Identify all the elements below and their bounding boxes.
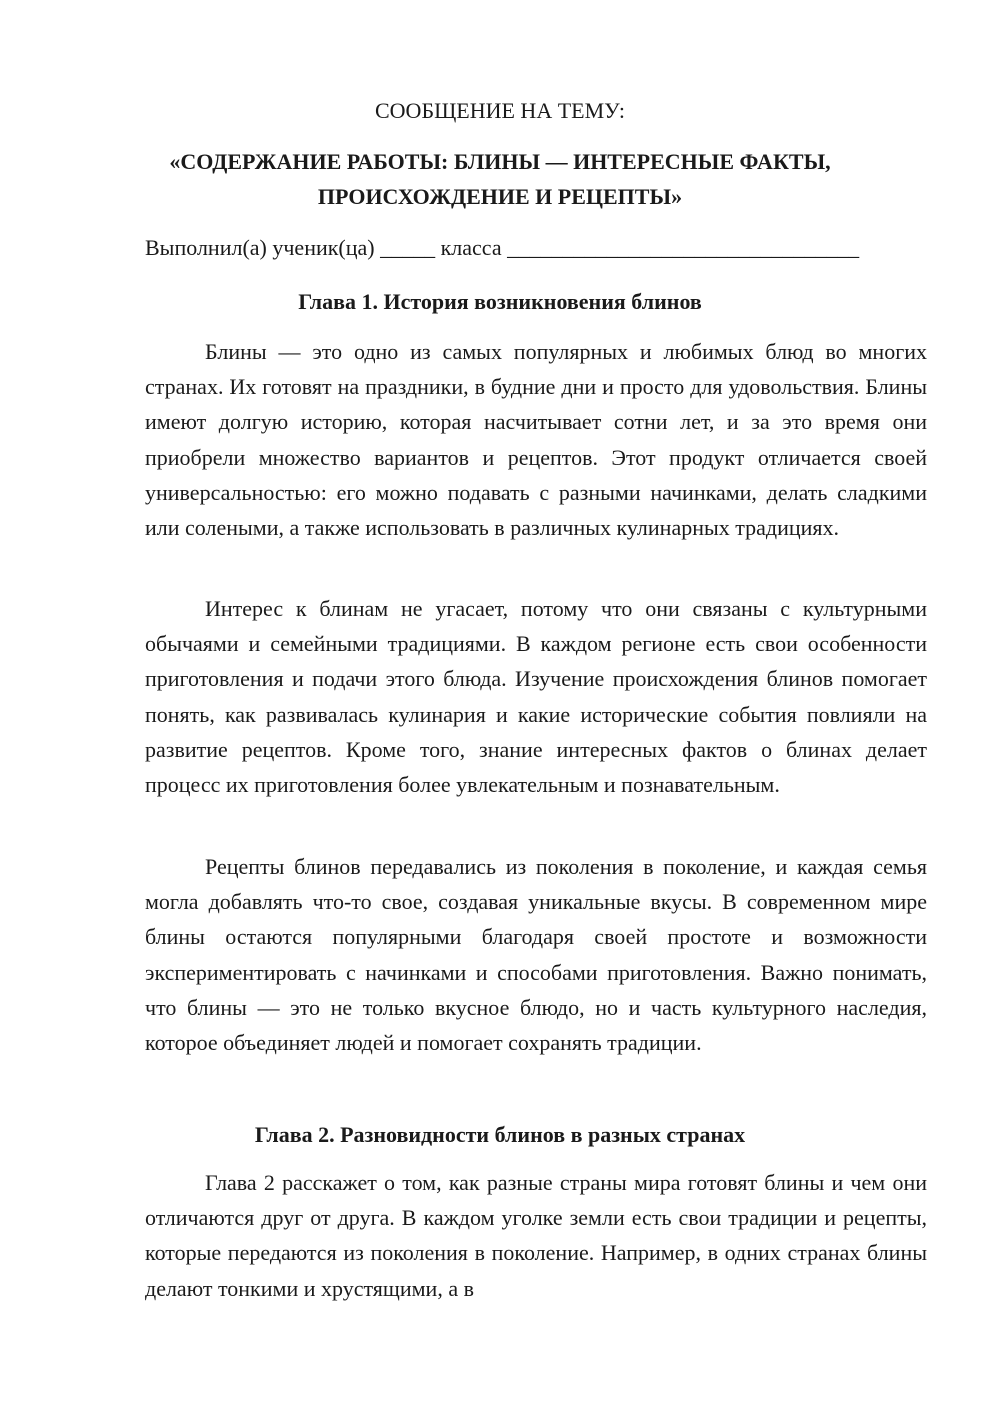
document-title-main: «СОДЕРЖАНИЕ РАБОТЫ: БЛИНЫ — ИНТЕРЕСНЫЕ ФАКТЫ, ПРОИСХОЖДЕНИЕ И РЕЦЕПТЫ» (169, 149, 831, 209)
chapter-1-paragraph-2: Интерес к блинам не угасает, потому что они связаны с культурными обычаями и семейными традициями. В каждом регионе есть свои особенности приготовления и подачи этого блюда. Изучение происхождения блинов помогает понять, как развивалась кулинария и какие исторические события повлияли на развитие рецептов. Кроме того, знание интересных фактов о блинах делает процесс их приготовления более увлекательным и познавательным. (145, 596, 927, 798)
chapter-1-paragraph-1: Блины — это одно из самых популярных и любимых блюд во многих странах. Их готовят на праздники, в будние дни и просто для удовольствия. Блины имеют долгую историю, которая насчитывает сотни лет, и за это время они приобрели множество вариантов и рецептов. Этот продукт отличается своей универсальностью: его можно подавать с разными начинками, делать сладкими или солеными, а также использовать в различных кулинарных традициях. (145, 339, 927, 541)
chapter-1-paragraph-3: Рецепты блинов передавались из поколения в поколение, и каждая семья могла добавлять что-то свое, создавая уникальные вкусы. В современном мире блины остаются популярными благодаря своей простоте и возможности экспериментировать с начинками и способами приготовления. Важно понимать, что блины — это не только вкусное блюдо, но и часть культурного наследия, которое объединяет людей и помогает сохранять традиции. (145, 854, 927, 1056)
chapter-2-heading: Глава 2. Разновидности блинов в разных странах (254, 1122, 746, 1147)
chapter-1-heading: Глава 1. История возникновения блинов (298, 289, 702, 314)
author-line: Выполнил(а) ученик(ца) _____ класса ________________________________ (145, 235, 860, 260)
document-title-upper: СООБЩЕНИЕ НА ТЕМУ: (375, 98, 625, 123)
chapter-2-paragraph-1: Глава 2 расскажет о том, как разные страны мира готовят блины и чем они отличаются друг от друга. В каждом уголке земли есть свои традиции и рецепты, которые передаются из поколения в поколение. Например, в одних странах блины делают тонкими и хрустящими, а в (145, 1170, 927, 1301)
